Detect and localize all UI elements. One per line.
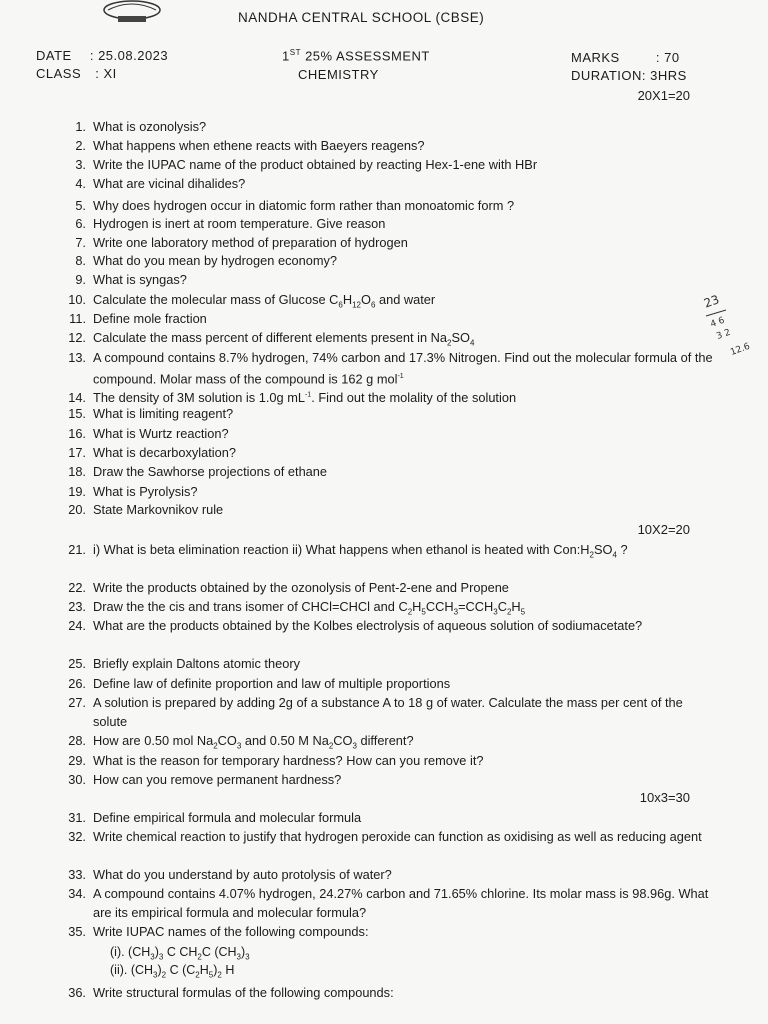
question-item (60, 827, 720, 846)
question-text: Briefly explain Daltons atomic theory (93, 656, 300, 671)
question-number: 9. (75, 272, 86, 287)
question-number: 33. (68, 867, 86, 882)
question-text: Why does hydrogen occur in diatomic form rather than monoatomic form ? (93, 198, 515, 213)
question-text: Define law of definite proportion and law of multiple proportions (93, 676, 451, 691)
question-number: 12. (68, 330, 86, 345)
question-item (60, 540, 720, 565)
question-item (60, 233, 720, 252)
question-item (60, 196, 720, 215)
question-item (60, 117, 720, 136)
question-text: What are vicinal dihalides? (93, 176, 246, 191)
question-item (60, 808, 720, 827)
date-label: DATE (36, 48, 72, 63)
question-text: What is Pyrolysis? (93, 484, 198, 499)
class-row (36, 66, 117, 81)
question-number: 30. (68, 772, 86, 787)
question-item (60, 424, 720, 443)
question-item (60, 616, 720, 635)
question-number: 36. (68, 985, 86, 1000)
subject-title: CHEMISTRY (298, 67, 379, 82)
school-name: NANDHA CENTRAL SCHOOL (CBSE) (238, 10, 485, 25)
question-text: What is limiting reagent? (93, 406, 234, 421)
question-text: A compound contains 4.07% hydrogen, 24.27% carbon and 71.65% chlorine. Its molar mass is 98.96g. What are its empirical formula and molecular formula? (93, 886, 709, 920)
school-logo (100, 0, 164, 26)
question-text: What are the products obtained by the Kolbes electrolysis of aqueous solution of sodiumacetate? (93, 618, 643, 633)
question-item (60, 155, 720, 174)
question-item (60, 462, 720, 481)
question-text: A compound contains 8.7% hydrogen, 74% carbon and 17.3% Nitrogen. Find out the molecular formula of the compound. Molar mass of the compound is 162 g mol$^{-1}$ (93, 350, 713, 387)
question-item (60, 865, 720, 884)
question-text: What is ozonolysis? (93, 119, 207, 134)
question-number: 15. (68, 406, 86, 421)
question-text: The density of 3M solution is 1.0g $mL^{-1}$. Find out the molality of the solution (93, 390, 517, 406)
question-text: What is syngas? (93, 272, 187, 287)
question-item (60, 751, 720, 770)
question-number: 20. (68, 502, 86, 517)
question-number: 23. (68, 599, 86, 614)
question-number: 25. (68, 656, 86, 671)
question-number: 17. (68, 445, 86, 460)
question-item (60, 884, 720, 922)
question-item (60, 214, 720, 233)
question-text: Draw the the cis and trans isomer of CHCl=CHCl and $C_2H_5CCH_3=CCH_3C_2H_5$ (93, 599, 526, 617)
question-number: 28. (68, 733, 86, 748)
date-row (36, 48, 168, 63)
question-number: 22. (68, 580, 86, 595)
question-text: Define empirical formula and molecular formula (93, 810, 362, 825)
question-number: 21. (68, 542, 86, 557)
q35-part-ii: (ii). $(CH_3)_2$ C $(C_2H_5)_2$ H (110, 963, 235, 980)
question-number: 34. (68, 886, 86, 901)
question-number: 2. (75, 138, 86, 153)
question-number: 18. (68, 464, 86, 479)
assessment-title: 1ST 25% ASSESSMENT (282, 48, 430, 64)
q35-part-i: (i). $(CH_3)_3$ C $CH_2C$ $(CH_3)_3$ (110, 945, 250, 962)
question-number: 1. (75, 119, 86, 134)
question-number: 27. (68, 695, 86, 710)
question-item (60, 674, 720, 693)
question-number: 35. (68, 924, 86, 939)
question-item (60, 309, 720, 328)
question-number: 24. (68, 618, 86, 633)
section-heading: 10x3=30 (639, 790, 690, 805)
question-number: 4. (75, 176, 86, 191)
question-text: How are 0.50 mol $Na_2CO_3$ and 0.50 M $Na_2CO_3$ different? (93, 733, 414, 751)
question-text: How can you remove permanent hardness? (93, 772, 342, 787)
question-number: 14. (68, 390, 86, 406)
marks-value: : 70 (655, 50, 680, 65)
question-text: Define mole fraction (93, 311, 207, 326)
question-text: What happens when ethene reacts with Baeyers reagens? (93, 138, 425, 153)
question-item (60, 500, 720, 519)
handwritten-scribble (700, 292, 760, 362)
marks-label: MARKS (571, 50, 620, 65)
question-number: 19. (68, 484, 86, 499)
question-text: Write the IUPAC name of the product obtained by reacting Hex-1-ene with HBr (93, 157, 538, 172)
duration: DURATION: 3HRS (571, 68, 687, 83)
question-text: Write the products obtained by the ozonolysis of Pent-2-ene and Propene (93, 580, 509, 595)
marks-row (571, 50, 680, 65)
question-item (60, 922, 720, 941)
question-text: Calculate the molecular mass of Glucose $C_6H_{12}O_6$ and water (93, 292, 436, 310)
question-text: What is the reason for temporary hardness? How can you remove it? (93, 753, 484, 768)
svg-text:23: 23 (701, 292, 722, 311)
question-number: 3. (75, 157, 86, 172)
question-text: Write chemical reaction to justify that hydrogen peroxide can function as oxidising as well as reducing agent (93, 829, 702, 844)
question-number: 32. (68, 829, 86, 844)
class-value: : XI (95, 66, 117, 81)
question-item (60, 174, 720, 193)
class-label: CLASS (36, 66, 82, 81)
question-item (60, 251, 720, 270)
svg-text:3 2: 3 2 (715, 327, 733, 342)
question-item (60, 136, 720, 155)
question-item (60, 404, 720, 423)
question-number: 5. (75, 198, 86, 213)
question-number: 13. (68, 350, 86, 365)
question-text: Write structural formulas of the following compounds: (93, 985, 394, 1000)
svg-text:4 6: 4 6 (709, 315, 727, 330)
question-item (60, 348, 720, 388)
question-text: Hydrogen is inert at room temperature. Give reason (93, 216, 386, 231)
question-text: State Markovnikov rule (93, 502, 224, 517)
question-item (60, 578, 720, 597)
question-item (60, 443, 720, 462)
question-number: 7. (75, 235, 86, 250)
svg-text:12.6: 12.6 (729, 341, 752, 358)
question-text: Write IUPAC names of the following compounds: (93, 924, 369, 939)
question-text: Write one laboratory method of preparation of hydrogen (93, 235, 408, 250)
question-text: i) What is beta elimination reaction ii) What happens when ethanol is heated with $Con:H_2SO_4$ ? (93, 542, 628, 560)
question-number: 8. (75, 253, 86, 268)
question-number: 6. (75, 216, 86, 231)
question-item (60, 270, 720, 289)
date-value: : 25.08.2023 (89, 48, 169, 63)
section-heading: 10X2=20 (637, 522, 690, 537)
question-text: A solution is prepared by adding 2g of a substance A to 18 g of water. Calculate the mass per cent of the solute (93, 695, 683, 729)
question-text: Calculate the mass percent of different elements present in $Na_2SO_4$ (93, 330, 475, 348)
question-item (60, 654, 720, 673)
question-item (60, 693, 720, 731)
question-number: 11. (69, 311, 86, 326)
question-number: 10. (68, 292, 86, 307)
question-text: What do you understand by auto protolysis of water? (93, 867, 392, 882)
section-heading: 20X1=20 (637, 88, 690, 103)
question-item (60, 482, 720, 501)
question-number: 29. (68, 753, 86, 768)
question-number: 26. (68, 676, 86, 691)
question-text: Draw the Sawhorse projections of ethane (93, 464, 328, 479)
question-text: What do you mean by hydrogen economy? (93, 253, 337, 268)
question-text: What is decarboxylation? (93, 445, 236, 460)
question-number: 16. (68, 426, 86, 441)
question-item (60, 983, 720, 1002)
question-number: 31. (68, 810, 86, 825)
question-item (60, 770, 720, 789)
question-text: What is Wurtz reaction? (93, 426, 229, 441)
